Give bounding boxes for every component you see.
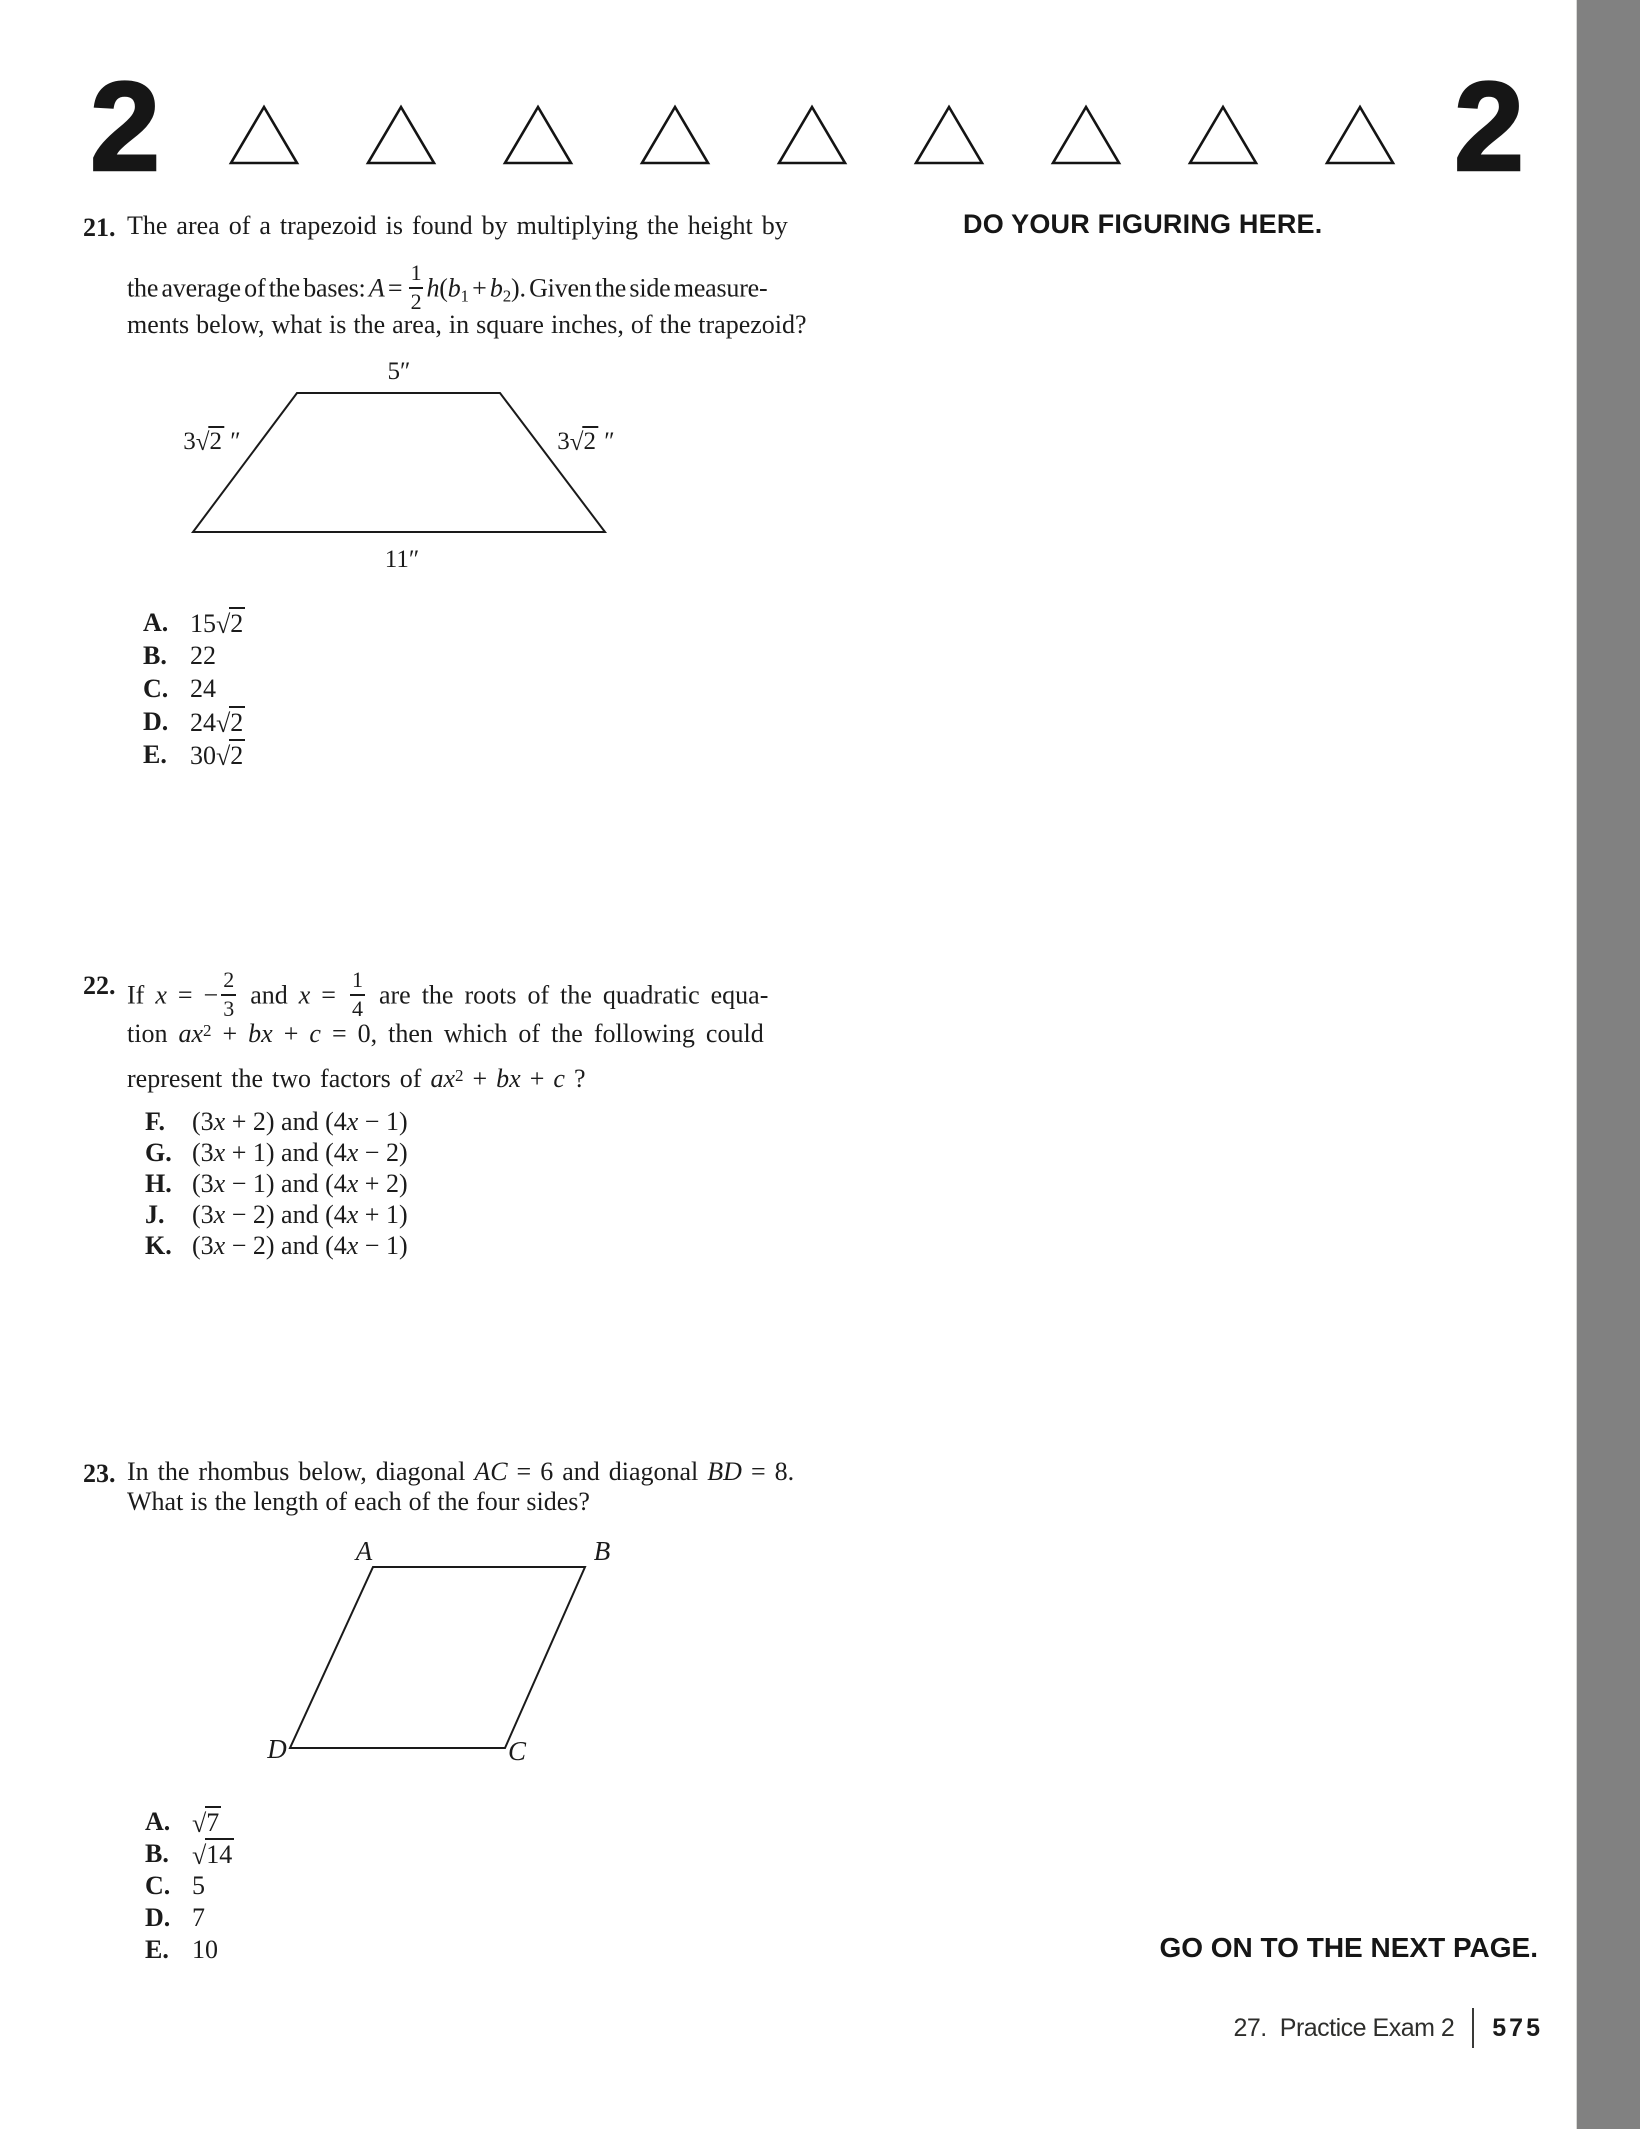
choice-letter: K. (145, 1230, 172, 1260)
choice-value: 30√2 (190, 740, 244, 771)
choice-value: 7 (192, 1903, 205, 1932)
fraction: $\frac{1}{4}$ (351, 967, 363, 1021)
triangle-icon (502, 104, 574, 166)
choice-letter: A. (143, 607, 169, 637)
choice-row (143, 705, 245, 738)
trapezoid-right-label: 3√2 ″ (557, 428, 615, 456)
radical: √2 (569, 428, 597, 456)
trapezoid-bottom-label: 11″ (384, 546, 420, 573)
page-footer (1234, 2008, 1544, 2048)
choice-letter: B. (143, 640, 167, 670)
choice-row (145, 1902, 234, 1934)
choice-value: 24√2 (190, 707, 244, 738)
question-23-choices (145, 1806, 234, 1966)
choice-letter: F. (145, 1106, 165, 1136)
question-21-line-1: The area of a trapezoid is found by multiplying the height by (127, 211, 788, 240)
triangle-icon (776, 104, 848, 166)
choice-value: 10 (192, 1935, 218, 1964)
choice-row (145, 1230, 408, 1261)
choice-row (145, 1168, 408, 1199)
section-number-left: 2 (90, 56, 158, 197)
choice-value: 15√2 (190, 608, 244, 639)
question-22-choices (145, 1106, 408, 1261)
rhombus-figure (260, 1535, 640, 1785)
question-22-line-2: tion $ax^2$ + bx + c = 0, then which of the following could (127, 1019, 764, 1048)
footer-section-title: Practice Exam 2 (1279, 2013, 1455, 2042)
choice-row (145, 1199, 408, 1230)
triangle-icon (1187, 104, 1259, 166)
choice-row (143, 738, 245, 771)
choice-letter: C. (145, 1871, 171, 1900)
choice-value: 5 (192, 1871, 205, 1900)
question-21-line-3: ments below, what is the area, in square inches, of the trapezoid? (127, 310, 807, 339)
section-number-right: 2 (1454, 56, 1522, 197)
choice-value: 24 (190, 673, 216, 703)
triangle-row (228, 104, 1396, 166)
choice-letter: D. (145, 1903, 171, 1932)
choice-value (192, 1806, 221, 1838)
choice-letter: H. (145, 1168, 172, 1198)
footer-chapter: 27. (1233, 2013, 1267, 2042)
choice-value: (3x − 2) and (4x + 1) (192, 1199, 408, 1229)
question-22-number: 22. (83, 971, 116, 1000)
triangle-icon (639, 104, 711, 166)
question-21-choices (143, 606, 245, 771)
choice-value: (3x − 2) and (4x − 1) (192, 1230, 408, 1260)
question-22-line-1: If x = − $\frac{2}{3}$ and x = $\frac{1}{4}$ are the roots of the quadratic equa- (127, 967, 769, 1021)
radical: √2 (216, 740, 244, 771)
choice-value: 22 (190, 640, 216, 670)
rhombus-vertex-c: C (507, 1736, 527, 1766)
choice-row (145, 1137, 408, 1168)
binding-bar (1576, 0, 1640, 2129)
choice-letter: J. (145, 1199, 165, 1229)
radical: √14 (192, 1840, 233, 1870)
footer-divider (1472, 2008, 1474, 2048)
radical: √2 (216, 707, 244, 738)
fraction: $\frac{2}{3}$ (223, 967, 235, 1021)
choice-letter: E. (143, 739, 167, 769)
go-on-note: GO ON TO THE NEXT PAGE. (1159, 1932, 1538, 1963)
choice-row (143, 639, 245, 672)
radical: √2 (216, 608, 244, 639)
rhombus-vertex-a: A (355, 1536, 373, 1566)
rhombus-vertex-b: B (593, 1536, 611, 1566)
radical: √7 (192, 1808, 220, 1838)
trapezoid-left-label: 3√2 ″ (183, 428, 241, 456)
rhombus-vertex-d: D (267, 1734, 287, 1764)
figuring-note: DO YOUR FIGURING HERE. (963, 209, 1323, 239)
choice-value (192, 1838, 234, 1870)
trapezoid-figure (150, 350, 660, 595)
choice-row (145, 1838, 234, 1870)
fraction: $\frac{1}{2}$ (410, 260, 422, 314)
question-23-line-1: In the rhombus below, diagonal AC = 6 and diagonal BD = 8. (127, 1457, 795, 1486)
triangle-icon (1050, 104, 1122, 166)
question-23-number: 23. (83, 1459, 116, 1488)
question-21-number: 21. (83, 213, 116, 242)
choice-value: (3x + 1) and (4x − 2) (192, 1137, 408, 1167)
choice-letter: C. (143, 673, 169, 703)
choice-value: (3x − 1) and (4x + 2) (192, 1168, 408, 1198)
triangle-icon (913, 104, 985, 166)
choice-row (145, 1106, 408, 1137)
rhombus-svg (260, 1535, 640, 1785)
choice-row (145, 1806, 234, 1838)
choice-row (143, 672, 245, 705)
choice-letter: E. (145, 1935, 169, 1964)
choice-value: (3x + 2) and (4x − 1) (192, 1106, 408, 1136)
choice-row (145, 1870, 234, 1902)
triangle-icon (365, 104, 437, 166)
choice-row (145, 1934, 234, 1966)
choice-letter: B. (145, 1839, 169, 1868)
triangle-icon (228, 104, 300, 166)
question-22-line-3: represent the two factors of $ax^2$ + bx + c ? (127, 1064, 586, 1093)
choice-letter: A. (145, 1807, 171, 1836)
question-23-line-2: What is the length of each of the four sides? (127, 1487, 590, 1516)
triangle-icon (1324, 104, 1396, 166)
question-21-line-2: the average of the bases: A = $\frac{1}{2}$ $h(b_1 + b_2)$. Given the side measure- (127, 260, 768, 314)
radical: √2 (195, 428, 223, 456)
choice-row (143, 606, 245, 639)
footer-page-number: 575 (1492, 2013, 1543, 2042)
trapezoid-top-label: 5″ (387, 358, 411, 385)
choice-letter: D. (143, 706, 169, 736)
choice-letter: G. (145, 1137, 172, 1167)
